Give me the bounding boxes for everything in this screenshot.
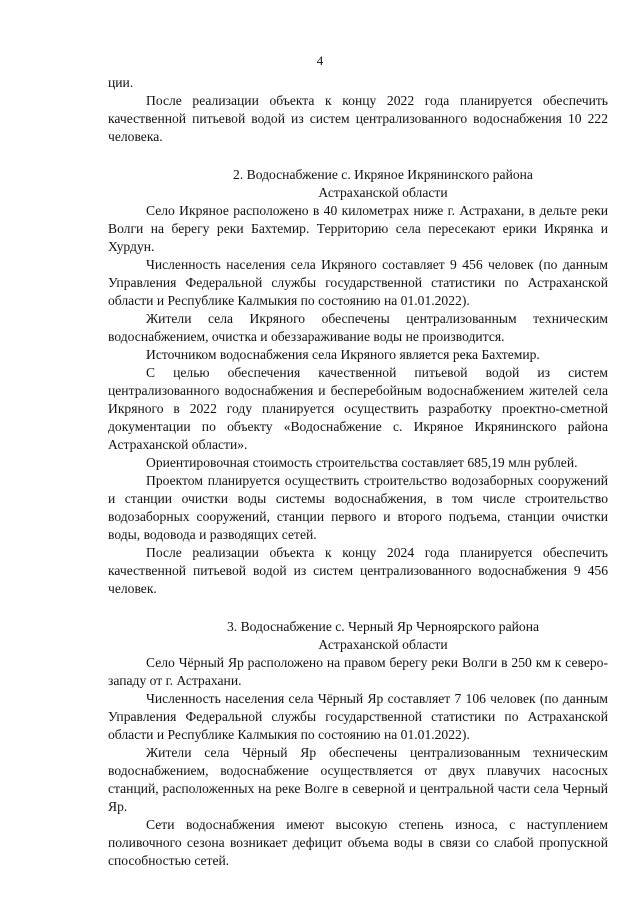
page-number: 4 (316, 53, 324, 68)
paragraph: После реализации объекта к концу 2022 года планируется обеспечить качественной питьевой водой из систем централизованного водоснабжения 10 222 человека. (108, 93, 608, 144)
section-heading-line: 2. Водоснабжение с. Икряное Икрянинского района (233, 167, 533, 182)
paragraph: Численность населения села Чёрный Яр составляет 7 106 человек (по данным Управления Федеральной службы государственной статистики по Астраханской области и Республике Калмыкия по состоянию на 01.01.2022). (108, 691, 608, 742)
paragraph: Источником водоснабжения села Икряного является река Бахтемир. (146, 347, 540, 362)
section-heading (108, 166, 608, 202)
paragraph: Проектом планируется осуществить строительство водозаборных сооружений и станции очистки воды системы водоснабжения, в том числе строительство водозаборных сооружений, станции первого и второго подъема, станции очистки воды, водовода и разводящих сетей. (108, 473, 608, 542)
paragraph: После реализации объекта к концу 2024 года планируется обеспечить качественной питьевой водой из систем централизованного водоснабжения 9 456 человек. (108, 545, 608, 596)
paragraph: ции. (108, 75, 134, 90)
section-heading-line: 3. Водоснабжение с. Черный Яр Черноярского района (226, 619, 540, 634)
paragraph: Ориентировочная стоимость строительства составляет 685,19 млн рублей. (146, 455, 578, 470)
paragraph: Село Икряное расположено в 40 километрах ниже г. Астрахани, в дельте реки Волги на берегу реки Бахтемир. Территорию села пересекают ерики Икрянка и Хурдун. (108, 203, 608, 254)
paragraph: Численность населения села Икряного составляет 9 456 человек (по данным Управления Федеральной службы государственной статистики по Астраханской области и Республике Калмыкия по состоянию на 01.01.2022). (108, 257, 608, 308)
section-heading-line: Астраханской области (318, 185, 448, 200)
paragraph: Сети водоснабжения имеют высокую степень износа, с наступлением поливочного сезона возникает дефицит объема воды в связи со слабой пропускной способностью сетей. (108, 817, 608, 868)
section-heading-line: Астраханской области (318, 637, 448, 652)
paragraph: Жители села Икряного обеспечены централизованным техническим водоснабжением, очистка и обеззараживание воды не производится. (108, 311, 608, 344)
section-heading (108, 618, 608, 654)
paragraph: Жители села Чёрный Яр обеспечены централизованным техническим водоснабжением, водоснабжение осуществляется от двух плавучих насосных станций, расположенных на реке Волге в северной и центральной части села Черный Яр. (108, 745, 608, 814)
paragraph: С целью обеспечения качественной питьевой водой из систем централизованного водоснабжения и бесперебойным водоснабжением жителей села Икряного в 2022 году планируется осуществить разработку проектно-сметной документации по объекту «Водоснабжение с. Икряное Икрянинского района Астраханской области». (108, 365, 608, 452)
document-body (108, 74, 608, 870)
paragraph: Село Чёрный Яр расположено на правом берегу реки Волги в 250 км к северо-западу от г. Астрахани. (108, 655, 608, 688)
